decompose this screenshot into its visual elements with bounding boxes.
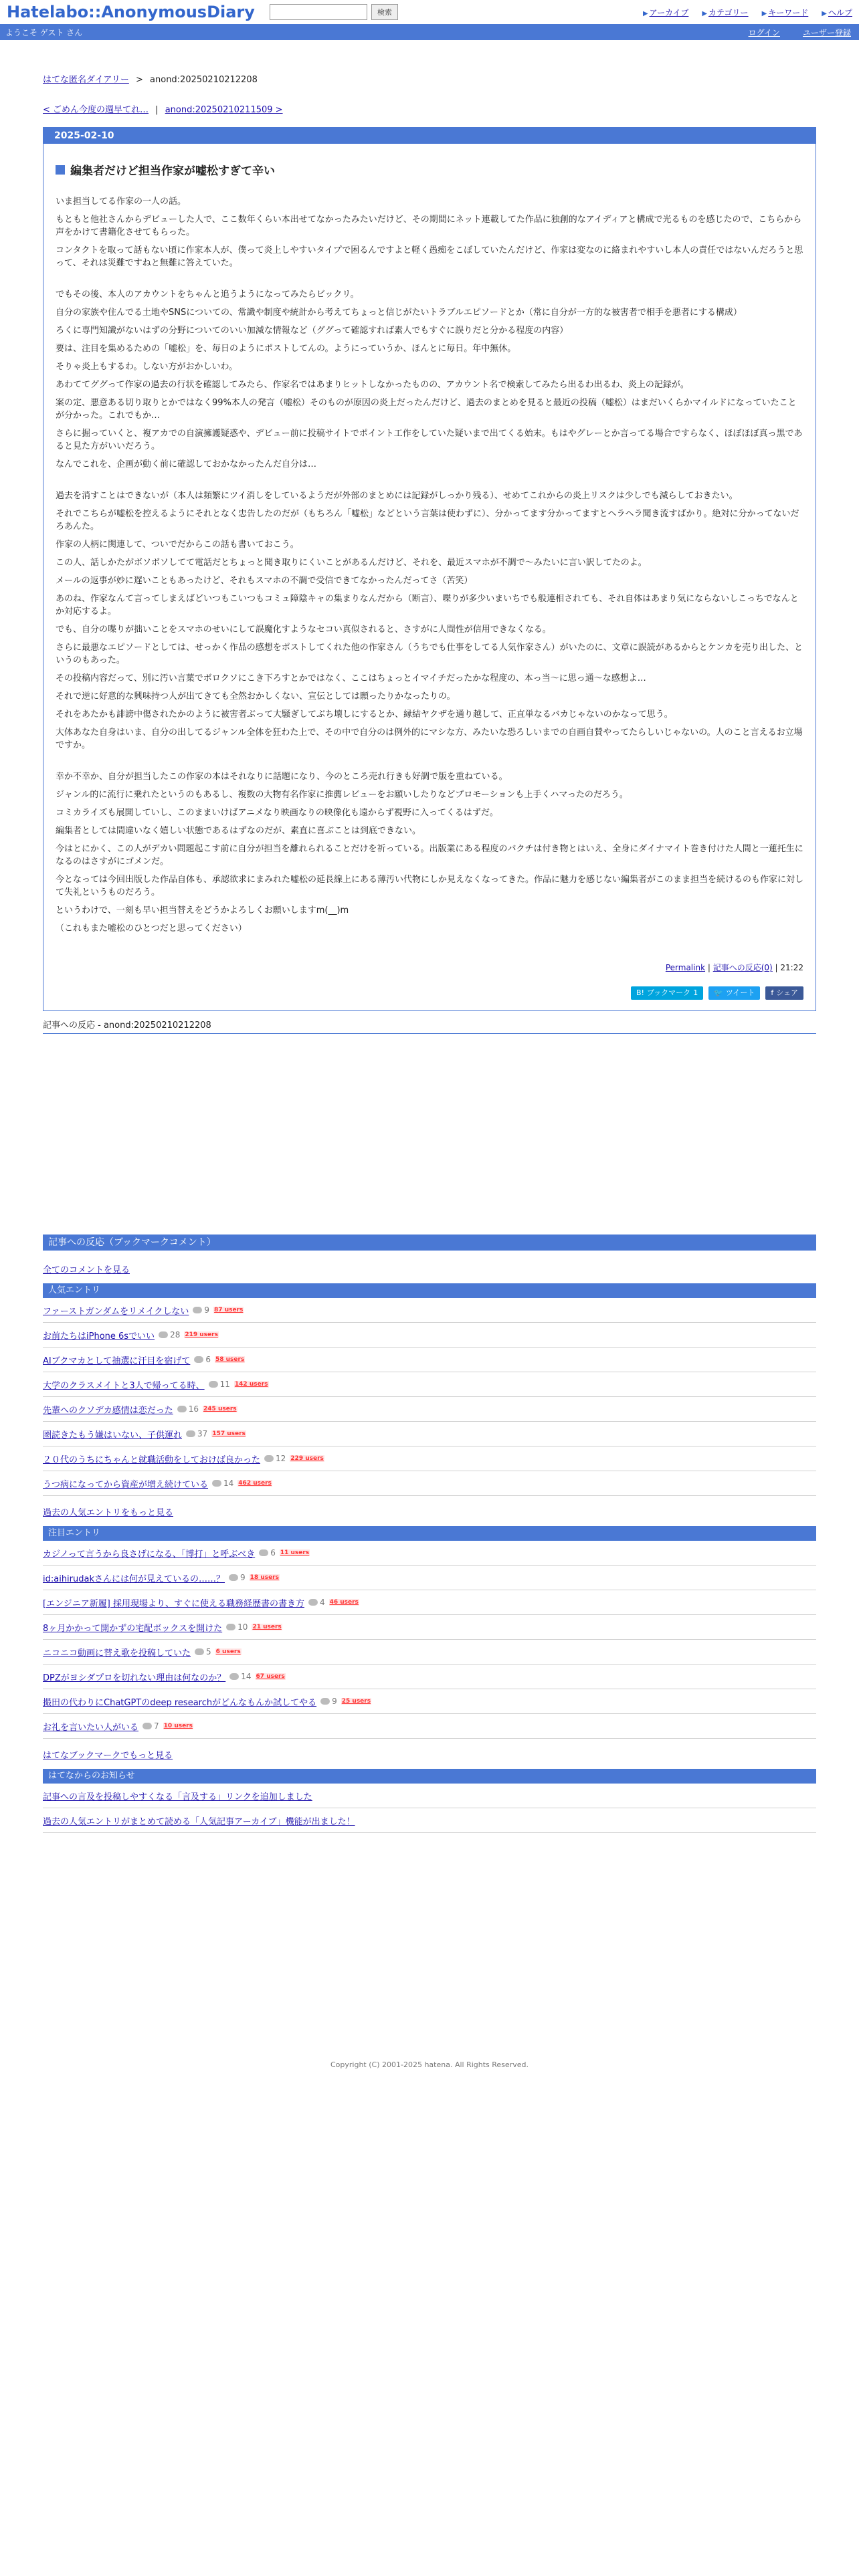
entry-item xyxy=(43,1372,816,1397)
triangle-right-icon: ▶ xyxy=(702,9,708,17)
comment-count xyxy=(177,1404,199,1414)
breadcrumb-home[interactable]: はてな匿名ダイアリー xyxy=(43,75,129,85)
entry-item xyxy=(43,1590,816,1615)
popular-more-link[interactable]: 過去の人気エントリをもっと見る xyxy=(43,1508,174,1518)
comment-count-number: 14 xyxy=(241,1672,252,1681)
notice-entries-heading: 注目エントリ xyxy=(43,1526,816,1541)
bookmark-users-badge[interactable]: 6 users xyxy=(215,1648,241,1655)
comment-bubble-icon xyxy=(194,1356,203,1363)
entry-link[interactable]: カジノって言うから良さげになる、「博打」と呼ぶべき xyxy=(43,1549,256,1560)
article-paragraph: そりゃ炎上もするわ。しない方がおかしいわ。 xyxy=(56,362,237,372)
comment-count xyxy=(186,1429,207,1438)
bookmark-users-badge[interactable]: 18 users xyxy=(250,1574,279,1581)
comment-count-number: 6 xyxy=(205,1355,211,1364)
comment-count xyxy=(259,1548,276,1558)
article-paragraph: それをあたかも誹謗中傷されたかのように被害者ぶって大騒ぎしてぶち壊しにするとか、縁結ヤクザを通り越して、正直単なるバカじゃないのかなって思う。 xyxy=(56,710,673,720)
facebook-share-button[interactable] xyxy=(765,986,803,1000)
article-paragraph: というわけで、一刻も早い担当替えをどうかよろしくお願いしますm(__)m xyxy=(56,905,349,916)
entry-item xyxy=(43,1348,816,1372)
prev-next-separator: | xyxy=(155,105,159,115)
bookmark-users-badge[interactable]: 67 users xyxy=(256,1673,285,1680)
entry-item xyxy=(43,1422,816,1446)
nav-archive-link[interactable]: アーカイブ xyxy=(649,7,689,17)
comment-count-number: 12 xyxy=(276,1454,286,1463)
entry-item xyxy=(43,1541,816,1566)
search-button[interactable]: 検索 xyxy=(371,4,398,20)
register-link[interactable]: ユーザー登録 xyxy=(802,27,851,37)
bookmark-comments-heading: 記事への反応（ブックマークコメント） xyxy=(43,1235,816,1251)
bookmark-users-badge[interactable]: 157 users xyxy=(212,1430,246,1437)
entry-item xyxy=(43,1714,816,1739)
article-paragraph: コミカライズも展開していし、このままいけばアニメなり映画なりの映像化も遠からず視野に入ってくるはずだ。 xyxy=(56,808,498,818)
hatena-b-icon: B! xyxy=(636,988,644,997)
blank-line xyxy=(56,476,803,490)
comment-count-number: 9 xyxy=(204,1305,210,1315)
entry-link[interactable]: 先輩へのクソデカ感情は恋だった xyxy=(43,1405,173,1416)
news-heading: はてなからのお知らせ xyxy=(43,1769,816,1784)
entry-link[interactable]: 圏読きたもう嫌はいない、子供運れ xyxy=(43,1430,183,1440)
entry-link[interactable]: うつ病になってから資産が増え続けている xyxy=(43,1479,209,1490)
breadcrumb-separator: > xyxy=(135,75,143,85)
bookmark-users-badge[interactable]: 58 users xyxy=(215,1356,245,1363)
entry-link[interactable]: [エンジニア新履] 採用現場より、すぐに使える職務経歴書の書き方 xyxy=(43,1598,304,1609)
article-paragraph: この人、話しかたがボソボソしてて電話だとちょっと聞き取りにくいことがあるんだけど、それを、最近スマホが不調で〜みたいに言い訳してたのよ。 xyxy=(56,558,647,568)
popular-entries-heading: 人気エントリ xyxy=(43,1283,816,1298)
article-paragraph: なんでこれを、企画が動く前に確認しておかなかったんだ自分は… xyxy=(56,459,317,469)
ad-space xyxy=(43,1034,816,1235)
entry-link[interactable]: ２０代のうちにちゃんと就職活動をしておけば良かった xyxy=(43,1455,261,1465)
article-paragraph: 自分の家族や住んでる土地やSNSについての、常識や制度や統計から考えてちょっと信じがたいトラブルエピソードとか（常に自分が一方的な被害者で相手を悪者にする構成） xyxy=(56,308,742,318)
comment-count-number: 4 xyxy=(319,1598,325,1607)
news-link[interactable]: 過去の人気エントリがまとめて読める「人気記事アーカイブ」機能が出ました！ xyxy=(43,1816,355,1827)
facebook-f-icon: f xyxy=(771,988,774,997)
article-paragraph: 案の定、悪意ある切り取りとかではなく99%本人の発言（嘘松）そのものが原因の炎上だったんだけど、過去のまとめを見ると最近の投稿（嘘松）はまだいくらかマイルドになっていたことが分かった。これでもか… xyxy=(56,398,797,421)
article-paragraph: 要は、注目を集めるための「嘘松」を、毎日のようにポストしてんの。ようにっていうか、ほんとに毎日。年中無休。 xyxy=(56,344,516,354)
article-paragraph: それで逆に好意的な興味持つ人が出てきても全然おかしくない、宣伝としては願ったりかなったりの。 xyxy=(56,691,456,702)
comment-bubble-icon xyxy=(229,1673,239,1680)
login-link[interactable]: ログイン xyxy=(748,27,780,37)
bookmark-users-badge[interactable]: 46 users xyxy=(329,1599,359,1606)
article-body xyxy=(56,195,803,935)
entry-link[interactable]: お前たちはiPhone 6sでいい xyxy=(43,1331,155,1341)
all-comments-link[interactable]: 全てのコメントを見る xyxy=(43,1265,130,1275)
bookmark-users-badge[interactable]: 462 users xyxy=(238,1480,272,1487)
entry-item xyxy=(43,1471,816,1496)
triangle-right-icon: ▶ xyxy=(761,9,767,17)
entry-item xyxy=(43,1323,816,1348)
blank-line xyxy=(56,275,803,288)
entry-link[interactable]: 大学のクラスメイトと3人で帰ってる時、 xyxy=(43,1380,205,1391)
article-paragraph: 幸か不幸か、自分が担当したこの作家の本はそれなりに話題になり、今のところ売れ行きも好調で版を重ねている。 xyxy=(56,772,508,782)
article-paragraph: それでこちらが嘘松を控えるようにそれとなく忠告したのだが（もちろん「嘘松」などという言葉は使わずに）、分かってます分かってますとヘラヘラ聞き流すばかり。絶対に分かってないだろあんた。 xyxy=(56,509,799,532)
article-paragraph: （これもまた嘘松のひとつだと思ってください） xyxy=(56,924,247,934)
article-footer xyxy=(56,962,803,973)
bookmark-users-badge[interactable]: 11 users xyxy=(280,1549,310,1556)
comment-count-number: 28 xyxy=(170,1330,181,1339)
article xyxy=(43,127,816,1011)
comment-bubble-icon xyxy=(212,1480,221,1487)
entry-item xyxy=(43,1640,816,1665)
welcome-bar xyxy=(0,24,859,40)
triangle-right-icon: ▶ xyxy=(642,9,648,17)
comment-bubble-icon xyxy=(159,1331,168,1338)
bookmark-users-badge[interactable]: 25 users xyxy=(341,1698,371,1705)
footer-separator: | xyxy=(707,963,713,972)
bookmark-users-badge[interactable]: 21 users xyxy=(252,1624,282,1630)
twitter-bird-icon: 🐦 xyxy=(714,988,723,997)
comment-bubble-icon xyxy=(177,1406,187,1412)
article-paragraph: ろくに専門知識がないはずの分野についてのいい加減な情報など（ググって確認すれば素人でもすぐに誤りだと分かる程度の内容） xyxy=(56,326,569,336)
comment-count xyxy=(264,1454,286,1463)
article-paragraph: さらに掘っていくと、複アカでの自演擁護疑惑や、デビュー前に投稿サイトでポイント工作をしていた疑いまで出てくる始末。もはやグレーとか言ってる場合ですらなく、ほぼほぼ真っ黒であると見た方がいいだろう。 xyxy=(56,429,803,451)
article-paragraph: あわててググって作家の過去の行状を確認してみたら、作家名ではあまりヒットしなかったものの、アカウント名で検索してみたら出るわ出るわ、炎上の記録が。 xyxy=(56,380,689,390)
nav-help[interactable] xyxy=(822,7,852,18)
entry-link[interactable]: AIブクマカとして抽選に汗目を宿げて xyxy=(43,1356,191,1366)
notice-entries-list xyxy=(43,1541,816,1739)
prev-next-nav xyxy=(43,102,816,115)
article-paragraph: いま担当してる作家の一人の話。 xyxy=(56,197,187,207)
article-paragraph: メールの返事が妙に遅いこともあったけど、それもスマホの不調で受信できてなかったんだってさ（苦笑） xyxy=(56,576,473,586)
comment-count-number: 6 xyxy=(270,1548,276,1558)
next-entry-link[interactable]: anond:20250210211509 > xyxy=(165,105,283,115)
breadcrumb xyxy=(43,72,816,85)
all-comments xyxy=(43,1263,816,1275)
hatena-bookmark-count: 1 xyxy=(693,988,698,997)
article-time: 21:22 xyxy=(780,963,803,972)
bookmark-users-badge[interactable]: 219 users xyxy=(185,1331,218,1338)
triangle-right-icon: ▶ xyxy=(822,9,827,17)
popular-more xyxy=(43,1505,816,1518)
comment-bubble-icon xyxy=(209,1381,218,1388)
bookmark-more-link[interactable]: はてなブックマークでもっと見る xyxy=(43,1751,173,1761)
comment-count-number: 9 xyxy=(240,1573,246,1582)
article-paragraph: 編集者としては間違いなく嬉しい状態であるはずなのだが、素直に喜ぶことは到底できない。 xyxy=(56,826,421,836)
article-title xyxy=(56,161,803,178)
tweet-label: ツイート xyxy=(725,988,755,997)
site-logo[interactable]: Hatelabo::AnonymousDiary xyxy=(7,3,255,21)
news-item xyxy=(43,1808,816,1833)
comment-count xyxy=(226,1622,248,1632)
article-inner xyxy=(43,144,816,1010)
article-paragraph: 作家の人柄に関連して、ついでだからこの話も書いておこう。 xyxy=(56,540,299,550)
article-title-text: 編集者だけど担当作家が嘘松すぎて辛い xyxy=(70,165,275,178)
popular-entries-list xyxy=(43,1298,816,1496)
tweet-button[interactable] xyxy=(708,986,760,1000)
article-paragraph: その投稿内容だって、別に汚い言葉でボロクソにこき下ろすとかではなく、ここはちょっとイマイチだったかな程度の、本っ当〜に思っ通〜な感想よ… xyxy=(56,673,646,683)
comment-count xyxy=(159,1330,180,1339)
comment-count xyxy=(229,1573,246,1582)
comment-bubble-icon xyxy=(308,1599,318,1606)
comment-bubble-icon xyxy=(186,1430,195,1437)
entry-item xyxy=(43,1566,816,1590)
bookmark-users-badge[interactable]: 10 users xyxy=(163,1723,193,1729)
article-paragraph: あのね、作家なんて言ってしまえばどいつもこいつもコミュ障陰キャの集まりなんだから（断言）、喋りが多少いまいちでも般連相されても、それ自体はあまり気にならないしこっちでなんとか対応するよ。 xyxy=(56,594,799,617)
entry-item xyxy=(43,1298,816,1323)
reaction-caption: 記事への反応 - anond:20250210212208 xyxy=(43,1018,816,1034)
footer-separator: | xyxy=(775,963,781,972)
nav-archive[interactable] xyxy=(643,7,688,18)
entry-item xyxy=(43,1665,816,1689)
share-buttons xyxy=(56,986,803,1000)
entry-item xyxy=(43,1397,816,1422)
comment-count-number: 5 xyxy=(206,1647,211,1656)
comment-count xyxy=(308,1598,325,1607)
comment-count-number: 11 xyxy=(219,1380,230,1389)
comment-count xyxy=(194,1355,211,1364)
prev-entry-link[interactable]: < ごめん今度の週早てれ… xyxy=(43,105,149,115)
article-paragraph: ジャンル的に流行に乗れたというのもあるし、複数の大物有名作家に推薦レビューをお願いしたりなどプロモーションも上手くハマったのだろう。 xyxy=(56,790,628,800)
nav-keyword-link[interactable]: キーワード xyxy=(768,7,809,17)
nav-keyword[interactable] xyxy=(762,7,809,18)
nav-category-link[interactable]: カテゴリー xyxy=(708,7,749,17)
comment-count-number: 7 xyxy=(154,1721,159,1731)
blank-line xyxy=(56,757,803,770)
main-container xyxy=(43,72,816,2069)
article-paragraph: もともと他社さんからデビューした人で、ここ数年くらい本出せてなかったみたいだけど、その期間にネット連載してた作品に独創的なアイディアと構成で光るものを感じたので、こちらから声をかけて書籍化させてもらった。 xyxy=(56,215,802,237)
comment-count xyxy=(209,1380,230,1389)
comment-count xyxy=(195,1647,211,1656)
news-item xyxy=(43,1784,816,1808)
comment-count xyxy=(193,1305,209,1315)
copyright: Copyright (C) 2001-2025 hatena. All Rights Reserved. xyxy=(330,2060,529,2069)
comment-bubble-icon xyxy=(264,1455,274,1462)
account-links xyxy=(749,27,854,38)
top-bar xyxy=(0,0,859,24)
bookmark-users-badge[interactable]: 87 users xyxy=(214,1307,244,1313)
comment-count-number: 14 xyxy=(223,1479,234,1488)
comment-count-number: 9 xyxy=(332,1697,337,1706)
entry-item xyxy=(43,1689,816,1714)
article-paragraph: コンタクトを取って話もない頃に作家本人が、僕って炎上しやすいタイプで困るんですよと軽く愚痴をこぼしていたんだけど、作家は変なのに絡まれやすいし本人の責任ではないんだろうと思って、それは災難ですねと無難に答えていた。 xyxy=(56,245,803,268)
square-bullet-icon xyxy=(56,165,65,175)
comment-bubble-icon xyxy=(142,1723,152,1729)
comment-count-number: 37 xyxy=(197,1429,208,1438)
comment-bubble-icon xyxy=(226,1624,235,1630)
entry-item xyxy=(43,1615,816,1640)
reaction-link[interactable]: 記事への反応(0) xyxy=(712,963,773,972)
bookmark-more xyxy=(43,1748,816,1761)
welcome-text: ようこそ ゲスト さん xyxy=(5,27,83,37)
permalink[interactable]: Permalink xyxy=(665,963,706,972)
bookmark-users-badge[interactable]: 142 users xyxy=(234,1381,268,1388)
entry-link[interactable]: 撮田の代わりにChatGPTのdeep researchがどんなもんか試してやる xyxy=(43,1697,317,1708)
comment-bubble-icon xyxy=(229,1574,238,1581)
comment-count xyxy=(320,1697,337,1706)
comment-count-number: 10 xyxy=(237,1622,248,1632)
breadcrumb-current: anond:20250210212208 xyxy=(150,75,258,85)
entry-item xyxy=(43,1446,816,1471)
comment-count xyxy=(142,1721,159,1731)
entry-link[interactable]: DPZがヨシダプロを切れない理由は何なのか？ xyxy=(43,1673,226,1683)
article-paragraph: 今となっては今回出版した作品自体も、承認欲求にまみれた嘘松の延長線上にある薄汚い代物にしか見えなくなってきた。作品に魅力を感じない編集者がこのまま担当を続けるのも作家に対して失礼というものだろう。 xyxy=(56,875,804,897)
comment-bubble-icon xyxy=(195,1648,204,1655)
news-link[interactable]: 記事への言及を投稿しやすくなる「言及する」リンクを追加しました xyxy=(43,1792,312,1802)
top-nav xyxy=(643,7,852,18)
hatena-bookmark-button[interactable] xyxy=(631,986,703,1000)
article-paragraph: でも、自分の喋りが拙いことをスマホのせいにして誤魔化すようなセコい真似されると、さすがに人間性が信用できなくなる。 xyxy=(56,625,551,635)
comment-count xyxy=(229,1672,251,1681)
article-paragraph: 大体あなた自身はいま、自分の出してるジャンル全体を狂わた上で、その中で自分のは例外的にマシな方、みたいな恐ろしいまでの自画自賛やってたらしいじゃないの。人のこと言えるお立場ですか。 xyxy=(56,728,803,750)
entry-link[interactable]: 8ヶ月かかって開かずの宅配ボックスを開けた xyxy=(43,1623,223,1634)
comment-bubble-icon xyxy=(320,1698,330,1705)
entry-link[interactable]: ニコニコ動画に替え歌を投稿していた xyxy=(43,1648,191,1658)
nav-help-link[interactable]: ヘルプ xyxy=(828,7,852,17)
nav-category[interactable] xyxy=(702,7,748,18)
article-paragraph: さらに最悪なエピソードとしては、せっかく作品の感想をポストしてくれた他の作家さん（うちでも仕事をしてる人気作家さん）がいたのに、文章に誤読があるからとケンカを売り出した、というのもあった。 xyxy=(56,643,803,665)
news-list xyxy=(43,1784,816,1833)
comment-bubble-icon xyxy=(193,1307,202,1313)
article-paragraph: でもその後、本人のアカウントをちゃんと追うようになってみたらビックリ。 xyxy=(56,290,359,300)
search-input[interactable] xyxy=(270,4,367,20)
entry-link[interactable]: id:aihirudakさんには何が見えているの……？ xyxy=(43,1574,225,1584)
facebook-share-label: シェア xyxy=(776,988,798,997)
bookmark-users-badge[interactable]: 245 users xyxy=(203,1406,237,1412)
bookmark-users-badge[interactable]: 229 users xyxy=(290,1455,324,1462)
hatena-bookmark-label: ブックマーク xyxy=(646,988,691,997)
article-paragraph: 過去を消すことはできないが（本人は頻繁にツイ消しをしているようだが外部のまとめには記録がしっかり残る）、せめてこれからの炎上リスクは少しでも減らしておきたい。 xyxy=(56,491,738,501)
entry-link[interactable]: お礼を言いたい人がいる xyxy=(43,1722,139,1733)
entry-link[interactable]: ファーストガンダムをリメイクしない xyxy=(43,1306,189,1317)
comment-bubble-icon xyxy=(259,1549,268,1556)
comment-count xyxy=(212,1479,233,1488)
comment-count-number: 16 xyxy=(188,1404,199,1414)
article-date: 2025-02-10 xyxy=(43,128,816,144)
article-paragraph: 今はとにかく、この人がデカい問題起こす前に自分が担当を離れられることだけを祈っている。出版業にある程度のバクチは付き物とはいえ、全身にダイナマイト巻き付けた人間と一蓮托生になるのはさすがにゴメンだ。 xyxy=(56,844,803,867)
